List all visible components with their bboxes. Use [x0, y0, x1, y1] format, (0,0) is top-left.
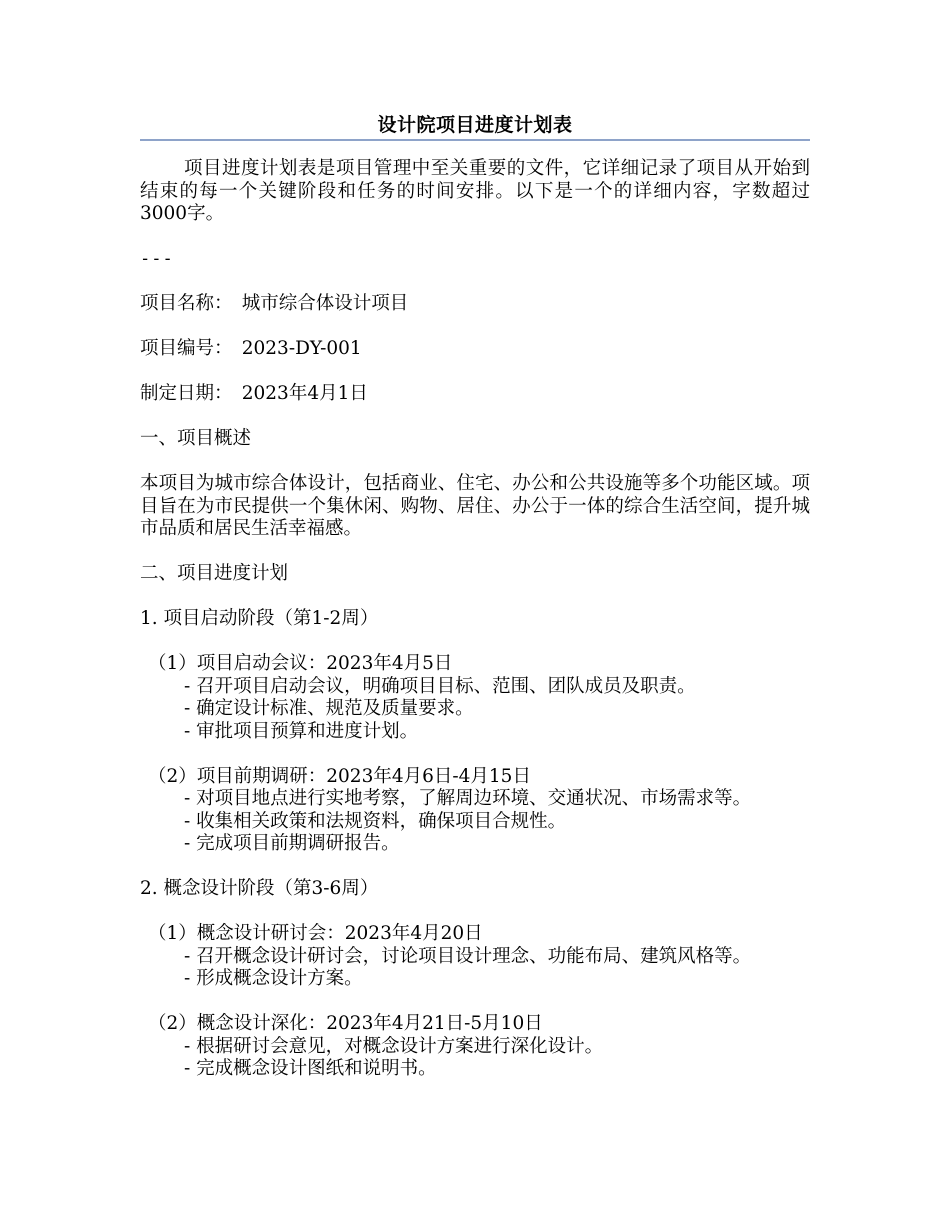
spacer	[140, 631, 810, 654]
list-item: - 审批项目预算和进度计划。	[184, 720, 419, 742]
title-underline	[140, 139, 810, 141]
section-heading: 二、项目进度计划	[140, 563, 289, 584]
section-heading: 一、项目概述	[140, 428, 252, 449]
phase-heading: 2. 概念设计阶段（第3-6周）	[140, 878, 379, 899]
overview-paragraph: 本项目为城市综合体设计，包括商业、住宅、办公和公共设施等多个功能区域。项目旨在为市民提供一个集休闲、购物、居住、办公于一体的综合生活空间，提升城市品质和居民生活幸福感。	[140, 473, 810, 539]
list-item: - 完成概念设计图纸和说明书。	[184, 1058, 437, 1079]
document-title: 设计院项目进度计划表	[377, 114, 573, 136]
list-item: - 根据研讨会意见，对概念设计方案进行深化设计。	[184, 1035, 604, 1057]
spacer	[140, 901, 810, 924]
spacer	[140, 451, 810, 474]
project-code: 项目编号： 2023-DY-001	[140, 338, 362, 359]
step-heading: （2）项目前期调研：2023年4月6日-4月15日	[148, 765, 531, 787]
spacer	[140, 316, 810, 339]
intro-paragraph: 项目进度计划表是项目管理中至关重要的文件，它详细记录了项目从开始到结束的每一个关键阶段和任务的时间安排。以下是一个的详细内容，字数超过3000字。	[140, 158, 810, 224]
spacer	[140, 856, 810, 879]
spacer	[140, 541, 810, 564]
list-item: - 形成概念设计方案。	[184, 968, 363, 989]
document-body	[140, 158, 810, 1081]
list-item: - 召开项目启动会议，明确项目目标、范围、团队成员及职责。	[184, 675, 696, 697]
spacer	[140, 226, 810, 249]
spacer	[140, 743, 810, 766]
spacer	[140, 406, 810, 429]
spacer	[140, 271, 810, 294]
spacer	[140, 991, 810, 1014]
list-item: - 确定设计标准、规范及质量要求。	[184, 698, 474, 719]
separator: ---	[140, 249, 174, 269]
list-item: - 收集相关政策和法规资料，确保项目合规性。	[184, 810, 567, 832]
list-item: - 对项目地点进行实地考察，了解周边环境、交通状况、市场需求等。	[184, 788, 752, 809]
step-heading: （1）概念设计研讨会：2023年4月20日	[148, 923, 483, 944]
step-heading: （1）项目启动会议：2023年4月5日	[148, 653, 453, 674]
project-date: 制定日期： 2023年4月1日	[140, 383, 368, 404]
list-item: - 完成项目前期调研报告。	[184, 833, 400, 854]
project-name: 项目名称： 城市综合体设计项目	[140, 293, 409, 314]
phase-heading: 1. 项目启动阶段（第1-2周）	[140, 608, 379, 629]
step-heading: （2）概念设计深化：2023年4月21日-5月10日	[148, 1013, 543, 1034]
spacer	[140, 361, 810, 384]
spacer	[140, 586, 810, 609]
list-item: - 召开概念设计研讨会，讨论项目设计理念、功能布局、建筑风格等。	[184, 945, 752, 967]
